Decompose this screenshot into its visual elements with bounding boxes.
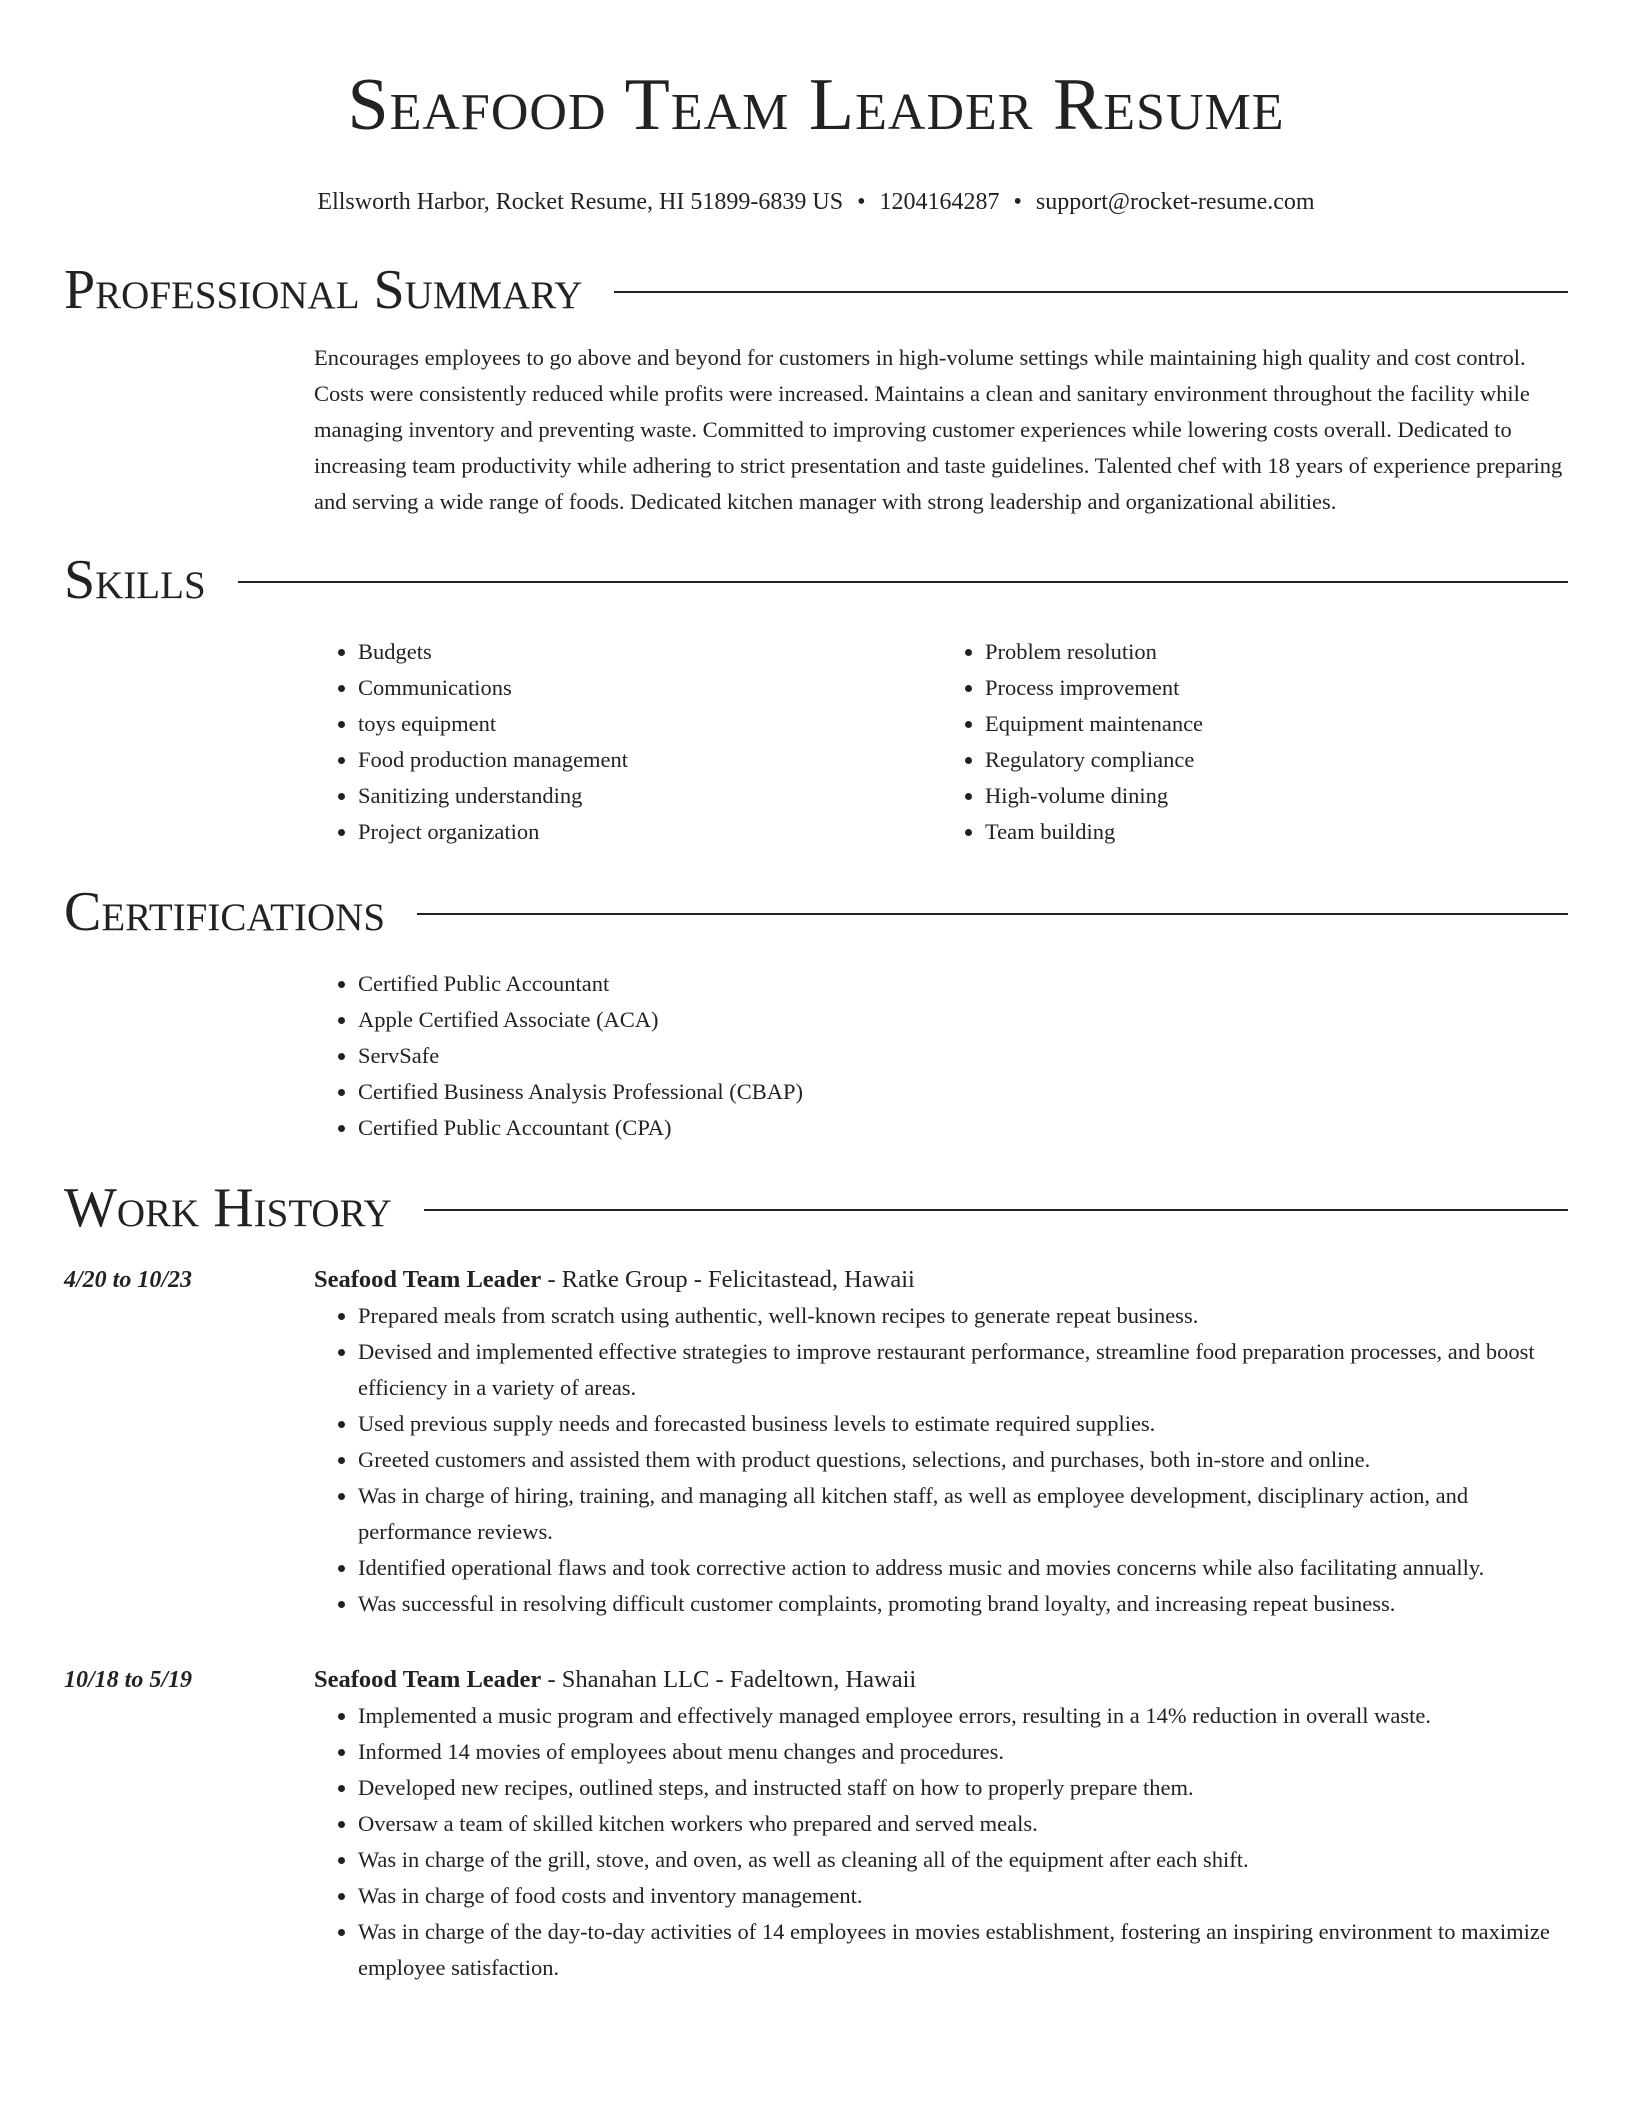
certifications-section-header [64, 880, 1568, 944]
job-dates: 4/20 to 10/23 [64, 1267, 193, 1293]
certifications-list [314, 966, 1568, 1146]
contact-phone: 1204164287 [879, 189, 1000, 215]
job-bullet: • Was in charge of hiring, training, and managing all kitchen staff, as well as employee development, disciplinary action, and performance reviews. [358, 1478, 1568, 1550]
skill-item: • Communications [358, 670, 941, 706]
job-details [314, 1662, 1568, 1986]
contact-address: Ellsworth Harbor, Rocket Resume, HI 51899-6839 US [317, 189, 844, 215]
work-history-heading: Work History [64, 1177, 392, 1239]
job-bullets [314, 1698, 1568, 1986]
contact-separator: • [857, 189, 866, 215]
job-bullet: • Implemented a music program and effectively managed employee errors, resulting in a 14% reduction in overall waste. [358, 1698, 1568, 1734]
summary-text: Encourages employees to go above and beyond for customers in high-volume settings while maintaining high quality and cost control. Costs were consistently reduced while profits were increased. Maintains a clean and sanitary environment throughout the facility while managing inventory and preventing waste. Committed to improving customer experiences while lowering costs overall. Dedicated to increasing team productivity while adhering to strict presentation and taste guidelines. Talented chef with 18 years of experience preparing and serving a wide range of foods. Dedicated kitchen manager with strong leadership and organizational abilities. [314, 345, 1563, 514]
skill-item: • Problem resolution [985, 634, 1568, 670]
skill-item: • Food production management [358, 742, 941, 778]
contact-separator: • [1013, 189, 1022, 215]
certification-item: • Apple Certified Associate (ACA) [358, 1002, 1568, 1038]
section-divider [417, 913, 1568, 915]
job-dates: 10/18 to 5/19 [64, 1667, 193, 1693]
job-bullet: • Used previous supply needs and forecasted business levels to estimate required supplies. [358, 1406, 1568, 1442]
skill-item: • Project organization [358, 814, 941, 850]
summary-heading: Professional Summary [64, 259, 583, 321]
contact-line [64, 186, 1568, 218]
contact-email: support@rocket-resume.com [1035, 189, 1315, 215]
job-bullets [314, 1298, 1568, 1622]
job-bullet: • Identified operational flaws and took corrective action to address music and movies concerns while also facilitating annually. [358, 1550, 1568, 1586]
job-bullet: • Was in charge of the grill, stove, and oven, as well as cleaning all of the equipment after each shift. [358, 1842, 1568, 1878]
job-role: Seafood Team Leader [314, 1266, 542, 1293]
skill-item: • toys equipment [358, 706, 941, 742]
job-bullet: • Devised and implemented effective strategies to improve restaurant performance, streamline food preparation processes, and boost efficiency in a variety of areas. [358, 1334, 1568, 1406]
certifications-heading: Certifications [64, 881, 386, 943]
job-bullet: • Informed 14 movies of employees about menu changes and procedures. [358, 1734, 1568, 1770]
job-entry [64, 1662, 1568, 1986]
job-company-location: - Ratke Group - Felicitastead, Hawaii [541, 1266, 915, 1293]
skill-item: • Process improvement [985, 670, 1568, 706]
section-divider [614, 291, 1568, 293]
job-details [314, 1262, 1568, 1622]
job-bullet: • Was in charge of food costs and inventory management. [358, 1878, 1568, 1914]
section-divider [238, 581, 1568, 583]
job-title-line [314, 1662, 1568, 1698]
job-company-location: - Shanahan LLC - Fadeltown, Hawaii [541, 1666, 917, 1693]
resume-title: Seafood Team Leader Resume [347, 64, 1285, 146]
job-bullet: • Was in charge of the day-to-day activities of 14 employees in movies establishment, fostering an inspiring environment to maximize employee satisfaction. [358, 1914, 1568, 1986]
job-title-line [314, 1262, 1568, 1298]
skill-item: • Budgets [358, 634, 941, 670]
work-history-section-header [64, 1176, 1568, 1240]
skills-list-left [314, 634, 941, 850]
skill-item: • Team building [985, 814, 1568, 850]
summary-section-header [64, 258, 1568, 322]
certification-item: • Certified Public Accountant [358, 966, 1568, 1002]
skill-item: • Regulatory compliance [985, 742, 1568, 778]
skill-item: • Equipment maintenance [985, 706, 1568, 742]
certifications-block [314, 966, 1568, 1146]
job-bullet: • Oversaw a team of skilled kitchen workers who prepared and served meals. [358, 1806, 1568, 1842]
skills-grid [314, 634, 1568, 850]
skill-item: • Sanitizing understanding [358, 778, 941, 814]
skills-section-header [64, 548, 1568, 612]
skill-item: • High-volume dining [985, 778, 1568, 814]
skills-heading: Skills [64, 549, 206, 611]
job-bullet: • Prepared meals from scratch using authentic, well-known recipes to generate repeat business. [358, 1298, 1568, 1334]
job-bullet: • Was successful in resolving difficult customer complaints, promoting brand loyalty, and increasing repeat business. [358, 1586, 1568, 1622]
job-role: Seafood Team Leader [314, 1666, 542, 1693]
job-bullet: • Greeted customers and assisted them with product questions, selections, and purchases, both in-store and online. [358, 1442, 1568, 1478]
section-divider [424, 1209, 1568, 1211]
job-bullet: • Developed new recipes, outlined steps, and instructed staff on how to properly prepare them. [358, 1770, 1568, 1806]
job-entry [64, 1262, 1568, 1622]
skills-list-right [941, 634, 1568, 850]
certification-item: • Certified Public Accountant (CPA) [358, 1110, 1568, 1146]
certification-item: • Certified Business Analysis Professional (CBAP) [358, 1074, 1568, 1110]
certification-item: • ServSafe [358, 1038, 1568, 1074]
